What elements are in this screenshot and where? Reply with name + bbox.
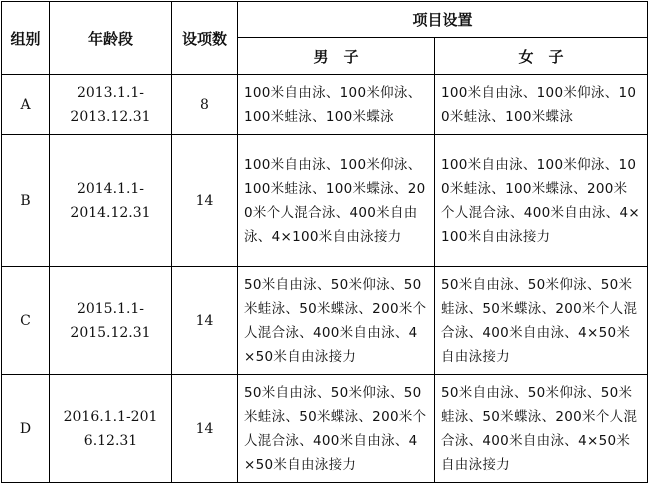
group-cell: D	[2, 375, 50, 483]
event-count-cell: 14	[172, 267, 238, 375]
table-header	[2, 2, 648, 75]
event-count-cell: 14	[172, 375, 238, 483]
age-start: 2014.1.1-	[76, 180, 145, 197]
male-events-cell: 50米自由泳、50米仰泳、50米蛙泳、50米蝶泳、200米个人混合泳、400米自由泳、4×50米自由泳接力	[238, 375, 435, 483]
age-end: 2014.12.31	[70, 204, 151, 221]
group-cell: A	[2, 75, 50, 135]
age-range-cell	[50, 135, 172, 267]
header-events: 项目设置	[238, 2, 648, 38]
header-female: 女 子	[435, 38, 648, 75]
age-range-cell	[50, 75, 172, 135]
age-end: 2015.12.31	[70, 324, 151, 341]
event-count-cell: 8	[172, 75, 238, 135]
age-range-cell	[50, 267, 172, 375]
age-range-cell	[50, 375, 172, 483]
male-events-cell: 50米自由泳、50米仰泳、50米蛙泳、50米蝶泳、200米个人混合泳、400米自由泳、4×50米自由泳接力	[238, 267, 435, 375]
table-row	[2, 75, 648, 135]
male-events-cell: 100米自由泳、100米仰泳、100米蛙泳、100米蝶泳	[238, 75, 435, 135]
events-table	[1, 1, 648, 483]
event-count-cell: 14	[172, 135, 238, 267]
female-events-cell: 100米自由泳、100米仰泳、100米蛙泳、100米蝶泳	[435, 75, 648, 135]
header-age-range: 年龄段	[50, 2, 172, 75]
header-event-count: 设项数	[172, 2, 238, 75]
female-events-cell: 100米自由泳、100米仰泳、100米蛙泳、100米蝶泳、200米个人混合泳、400米自由泳、4×100米自由泳接力	[435, 135, 648, 267]
age-start: 2015.1.1-	[76, 300, 145, 317]
header-group: 组别	[2, 2, 50, 75]
table-row	[2, 135, 648, 267]
age-end: 6.12.31	[83, 432, 138, 449]
female-events-cell: 50米自由泳、50米仰泳、50米蛙泳、50米蝶泳、200米个人混合泳、400米自由泳、4×50米自由泳接力	[435, 267, 648, 375]
male-events-cell: 100米自由泳、100米仰泳、100米蛙泳、100米蝶泳、200米个人混合泳、400米自由泳、4×100米自由泳接力	[238, 135, 435, 267]
group-cell: C	[2, 267, 50, 375]
age-start: 2016.1.1-201	[63, 408, 158, 425]
age-start: 2013.1.1-	[76, 84, 145, 101]
age-end: 2013.12.31	[70, 108, 151, 125]
table-body	[2, 75, 648, 483]
table-row	[2, 267, 648, 375]
female-events-cell: 50米自由泳、50米仰泳、50米蛙泳、50米蝶泳、200米个人混合泳、400米自由泳、4×50米自由泳接力	[435, 375, 648, 483]
table-row	[2, 375, 648, 483]
header-row-top	[2, 2, 648, 38]
group-cell: B	[2, 135, 50, 267]
header-male: 男 子	[238, 38, 435, 75]
